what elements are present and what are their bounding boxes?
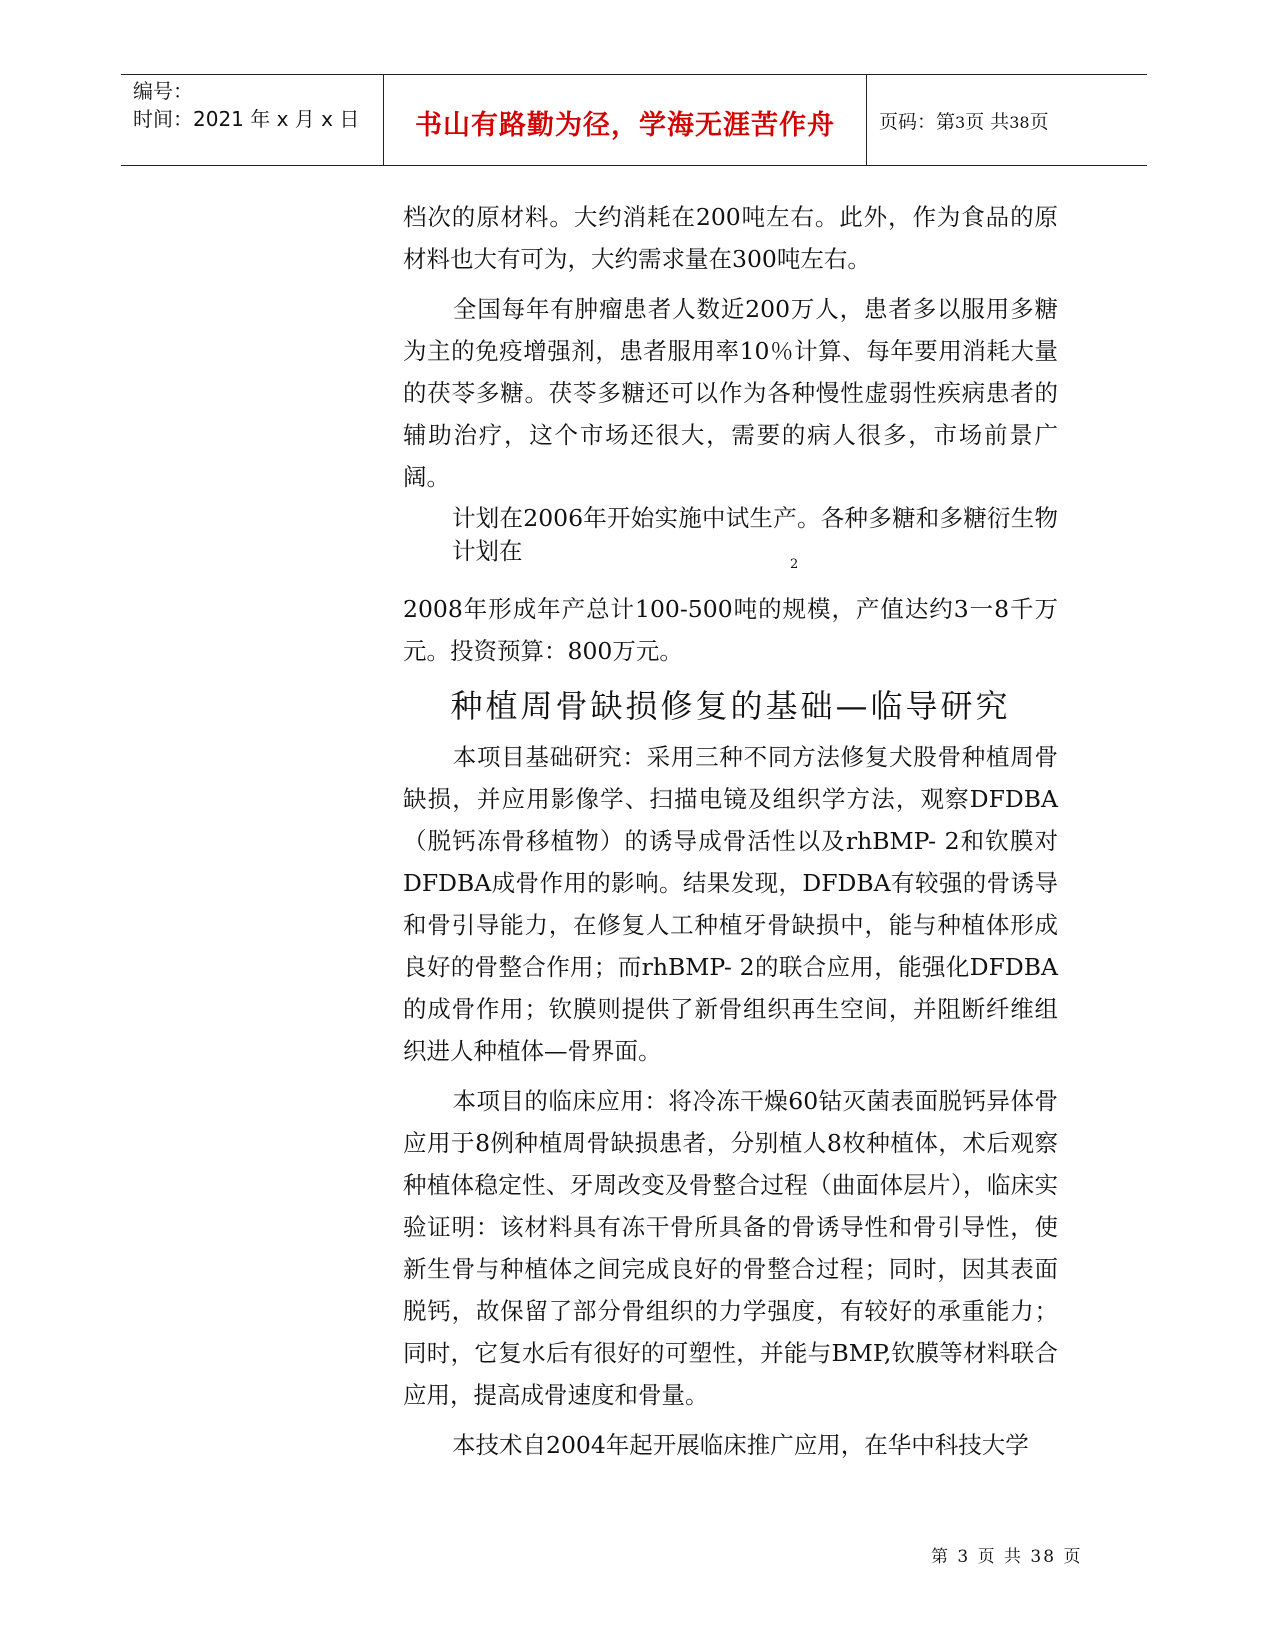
paragraph-1: 档次的原材料。大约消耗在200吨左右。此外，作为食品的原材料也大有可为，大约需求量在300吨左右。 <box>403 203 1058 273</box>
inline-page-number: 2 <box>790 557 799 572</box>
page-current: 3 <box>955 113 966 132</box>
paragraph-4: 2008年形成年产总计100-500吨的规模，产值达约3一8千万元。投资预算：800万元。 <box>403 595 1058 665</box>
page-total: 38 <box>1009 113 1030 132</box>
paragraph-6: 本项目的临床应用：将冷冻干燥60钴灭菌表面脱钙异体骨应用于8例种植周骨缺损患者，分别植人8枚种植体，术后观察种植体稳定性、牙周改变及骨整合过程（曲面体层片），临床实验证明：该材料具有冻干骨所具备的骨诱导性和骨引导性，使新生骨与种植体之间完成良好的骨整合过程；同时，因其表面脱钙，故保留了部分骨组织的力学强度，有较好的承重能力；同时，它复水后有很好的可塑性，并能与BMP,钦膜等材料联合应用，提高成骨速度和骨量。 <box>403 1087 1058 1409</box>
paragraph-3: 计划在2006年开始实施中试生产。各种多糖和多糖衍生物计划在 <box>452 504 1058 565</box>
section-title: 种植周骨缺损修复的基础—临导研究 <box>450 687 1011 725</box>
document-number-label: 编号： <box>133 79 193 103</box>
page-prefix: 页码：第 <box>879 111 956 133</box>
header-motto: 书山有路勤为径，学海无涯苦作舟 <box>415 110 835 141</box>
page-mid: 页 共 <box>965 111 1010 133</box>
paragraph-7: 本技术自2004年起开展临床推广应用，在华中科技大学 <box>452 1431 1029 1459</box>
header-meta-cell <box>121 75 383 165</box>
paragraph-2: 全国每年有肿瘤患者人数近200万人，患者多以服用多糖为主的免疫增强剂，患者服用率10％计算、每年要用消耗大量的茯苓多糖。茯苓多糖还可以作为各种慢性虚弱性疾病患者的辅助治疗，这个市场还很大，需要的病人很多，市场前景广阔。 <box>403 295 1058 491</box>
header-motto-cell <box>383 75 867 165</box>
header-page-cell <box>867 75 1147 165</box>
page-header <box>121 74 1147 166</box>
document-time-label: 时间：2021 年 x 月 x 日 <box>133 107 360 131</box>
body-column-top <box>403 196 1058 568</box>
page-suffix: 页 <box>1029 111 1049 133</box>
body-column-bottom <box>403 588 1058 1466</box>
header-page-indicator <box>879 107 1049 134</box>
paragraph-5: 本项目基础研究：采用三种不同方法修复犬股骨种植周骨缺损，并应用影像学、扫描电镜及组织学方法，观察DFDBA（脱钙冻骨移植物）的诱导成骨活性以及rhBMP- 2和钦膜对DFDBA成骨作用的影响。结果发现，DFDBA有较强的骨诱导和骨引导能力，在修复人工种植牙骨缺损中，能与种植体形成良好的骨整合作用；而rhBMP- 2的联合应用，能强化DFDBA的成骨作用；钦膜则提供了新骨组织再生空间，并阻断纤维组织进人种植体—骨界面。 <box>403 743 1058 1065</box>
page-footer: 第 3 页 共 38 页 <box>931 1547 1083 1567</box>
